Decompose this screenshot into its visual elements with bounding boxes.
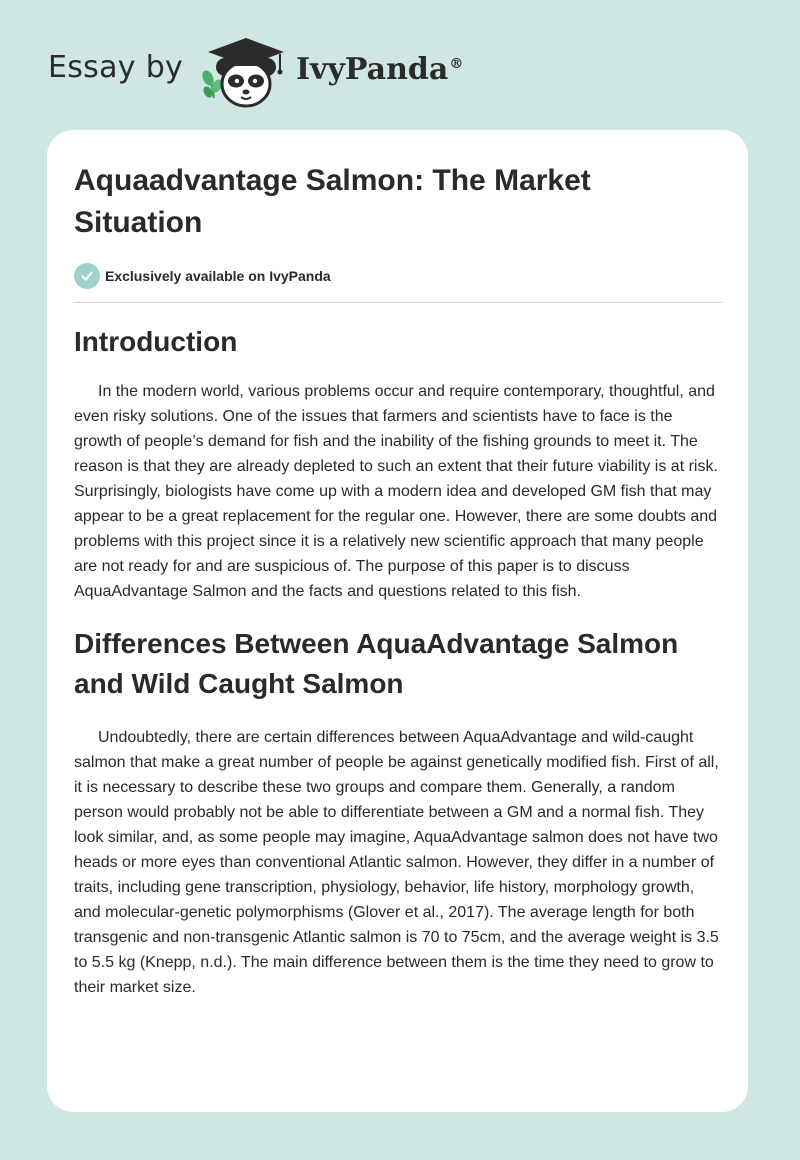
section-heading-introduction: Introduction [74,326,238,357]
section-paragraph-introduction: In the modern world, various problems occur and require contemporary, thoughtful, and even risky solutions. One of the issues that farmers and scientists have to face is the growth of people’s demand for fish and the inability of the fishing grounds to meet it. The reason is that they are already depleted to such an extent that their future viability is at risk. Surprisingly, biologists have come up with a modern idea and developed GM fish that may appear to be a great replacement for the regular one. However, there are some doubts and problems with this project since it is a relatively new scientific approach that many people are not ready for and are suspicious of. The purpose of this paper is to discuss AquaAdvantage Salmon and the facts and questions related to this fish. [74,383,718,600]
essay-by-label: Essay by [48,50,184,85]
divider [74,302,722,303]
section-heading-differences: Differences Between AquaAdvantage Salmon and Wild Caught Salmon [74,628,679,699]
article-body [74,322,724,1000]
exclusive-label: Exclusively available on IvyPanda [105,268,331,284]
article-card [47,130,748,1112]
brand-name-text: IvyPanda [296,52,449,87]
section-paragraph-differences: Undoubtedly, there are certain differences between AquaAdvantage and wild-caught salmon that make a great number of people be against genetically modified fish. First of all, it is necessary to describe these two groups and compare them. Generally, a random person would probably not be able to differentiate between a GM and a normal fish. They look similar, and, as some people may imagine, AquaAdvantage salmon does not have two heads or more eyes than conventional Atlantic salmon. However, they differ in a number of traits, including gene transcription, physiology, behavior, life history, morphology growth, and molecular-genetic polymorphisms (Glover et al., 2017). The average length for both transgenic and non-transgenic Atlantic salmon is 70 to 75cm, and the average weight is 3.5 to 5.5 kg (Knepp, n.d.). The main difference between them is the time they need to grow to their market size. [74,729,719,996]
registered-mark: ® [449,56,464,72]
check-circle-icon [74,263,100,289]
exclusive-badge [74,263,331,289]
site-header [0,0,800,130]
brand-name[interactable] [296,52,463,87]
panda-graduate-logo-icon[interactable] [196,34,292,110]
page-title: Aquaadvantage Salmon: The Market Situation [74,164,591,239]
